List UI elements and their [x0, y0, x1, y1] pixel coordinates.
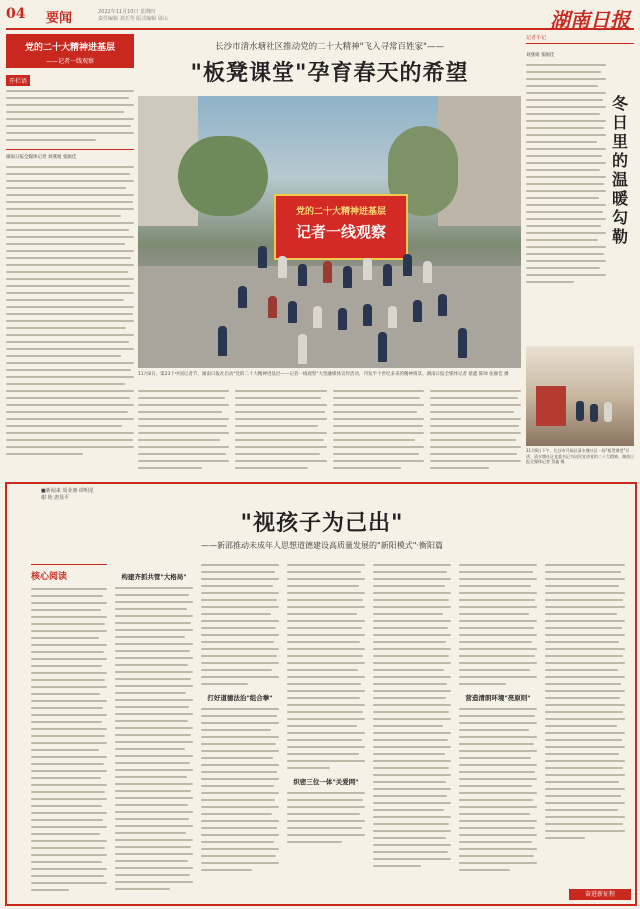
- series-end-badge: 奋进新征程: [569, 889, 631, 900]
- left-article-text: [6, 166, 134, 455]
- photo-pavilion: [536, 386, 566, 426]
- series-banner-title: 党的二十大精神进基层: [24, 43, 115, 53]
- photo-person: [343, 266, 352, 288]
- photo-person: [268, 296, 277, 318]
- bottom-bylines: [41, 488, 94, 502]
- top-story-kicker: 长沙市清水塘社区推动党的二十大精神"飞入寻常百姓家"——: [215, 42, 444, 52]
- bottom-column-2: [201, 564, 279, 894]
- bottom-feature: [5, 482, 637, 906]
- photo-person: [383, 264, 392, 286]
- photo-person: [403, 254, 412, 276]
- photo-person: [238, 286, 247, 308]
- column-intro-label: 开栏语: [6, 75, 30, 86]
- photo-person: [363, 258, 372, 280]
- photo-person: [218, 326, 227, 356]
- page-meta: [98, 9, 168, 23]
- page-number: 04: [6, 6, 26, 22]
- bottom-column-5: [459, 564, 537, 894]
- stage-text-top: 党的二十大精神进基层: [295, 207, 386, 217]
- photo-person: [323, 261, 332, 283]
- photo-person: [423, 261, 432, 283]
- photo-person: [258, 246, 267, 268]
- core-reading-box: [31, 564, 107, 895]
- top-story-body: [138, 390, 521, 474]
- bottom-column-4: [373, 564, 451, 894]
- photo-person: [388, 306, 397, 328]
- photo-person: [438, 294, 447, 316]
- reporter-notes-tag: 记者手记: [526, 34, 634, 44]
- right-article-text: [526, 64, 606, 283]
- top-story: [138, 34, 521, 482]
- photo-person: [338, 308, 347, 330]
- photo-person: [298, 264, 307, 286]
- photo-person: [576, 401, 584, 421]
- photo-stage-backdrop: [274, 194, 408, 260]
- page-section-name: 要闻: [46, 11, 73, 26]
- photo-person: [604, 402, 612, 422]
- top-story-headline: "板凳课堂"孕育春天的希望: [190, 60, 469, 86]
- photo-tree: [178, 136, 268, 216]
- bottom-headline: "视孩子为己出": [240, 510, 404, 536]
- section-heading-1: 构建齐抓共管"大格局": [121, 573, 187, 581]
- section-heading-4: 营造清朗环境"亮原则": [465, 694, 531, 702]
- bottom-column-1: [115, 564, 193, 894]
- right-byline: 刘燕娟 张颐佳: [526, 53, 555, 58]
- right-photo: [526, 346, 634, 446]
- photo-caption: 11月8日，第23个中国记者节，湖南日报社启动"党的二十大精神进基层——记者一线观察"大型融媒体宣传活动，刊发半个世纪多来的精神情景。湖南日报全媒体记者 蔡鑫 陈帅 张颐佳 摄: [138, 372, 509, 377]
- stage-text-main: 记者一线观察: [295, 223, 386, 241]
- series-banner: [6, 34, 134, 68]
- core-reading-title: 核心阅读: [31, 572, 68, 582]
- series-banner-subtitle: ——记者一线观察: [45, 58, 94, 65]
- top-story-photo: [138, 96, 521, 368]
- photo-person: [288, 301, 297, 323]
- page-date: 2022年11月10日 星期四: [98, 9, 156, 15]
- right-vertical-title: 冬日里的温暖勾勒: [612, 94, 629, 246]
- photo-person: [378, 332, 387, 362]
- photo-person: [313, 306, 322, 328]
- bottom-byline-2: 谢 艳 唐显平: [41, 495, 70, 501]
- bottom-column-6: [545, 564, 625, 894]
- photo-person: [458, 328, 467, 358]
- right-photo-caption: 11月8日下午，长沙市开福区清水塘社区一场"板凳课堂"开讲，清水塘社区党委书记为居民宣讲党的二十大精神。湖南日报全媒体记者 蔡鑫 摄: [526, 448, 634, 464]
- left-dateline: 湖南日报全媒体记者 刘燕娟 张颐佳: [6, 155, 77, 160]
- left-column: [6, 34, 134, 482]
- page-header: [6, 6, 634, 30]
- intro-text-block: [6, 90, 134, 141]
- bottom-byline-1: ■新闻来 周业朋 谭明星: [41, 488, 94, 494]
- bottom-column-3: [287, 564, 365, 894]
- photo-person: [413, 300, 422, 322]
- section-heading-3: 织密三位一体"关爱网": [293, 778, 359, 786]
- right-column: [526, 34, 634, 482]
- photo-person: [590, 404, 598, 422]
- photo-person: [363, 304, 372, 326]
- photo-person: [278, 256, 287, 278]
- photo-person: [298, 334, 307, 364]
- section-heading-2: 打好道德法治"组合拳": [207, 694, 273, 702]
- bottom-subhead: ——新邵推动未成年人思想道德建设高质量发展的"新阳模式"·衡阳篇: [201, 541, 443, 550]
- newspaper-logo: 湖南日报: [550, 8, 630, 32]
- page-editors: 责任编辑 刘长琴 版式编辑 周山: [98, 16, 168, 22]
